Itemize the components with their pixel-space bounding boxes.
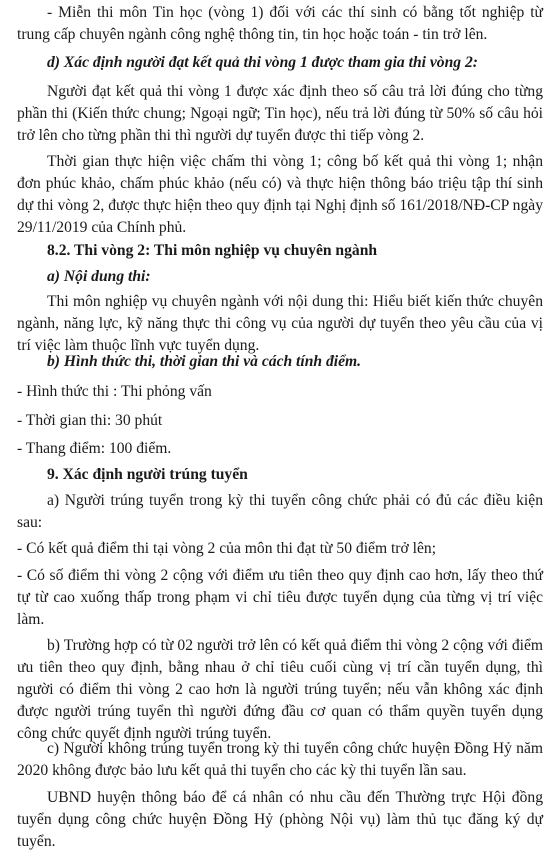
paragraph-tie-break: b) Trường hợp có từ 02 người trở lên có kết quả điểm thi vòng 2 cộng với điểm ưu tiên theo quy định, bằng nhau ở chỉ tiêu cuối cùng vị trí cần tuyển dụng, thì người có điểm thi vòng 2 cao hơn là người trúng tuyển; nếu vẫn không xác định được người trúng tuyển thì người đứng đầu cơ quan có thẩm quyền tuyển dụng công chức quyết định người trúng tuyển. (17, 637, 543, 742)
heading-round2: 8.2. Thi vòng 2: Thi môn nghiệp vụ chuyên ngành (47, 242, 378, 259)
paragraph-exemption-it: - Miễn thi môn Tin học (vòng 1) đối với các thí sinh có bằng tốt nghiệp từ trung cấp chuyên ngành công nghệ thông tin, tin học hoặc toán - tin trở lên. (17, 4, 543, 43)
list-item-score-threshold: - Có kết quả điểm thi tại vòng 2 của môn thi đạt từ 50 điểm trở lên; (17, 540, 437, 557)
list-item-exam-duration: - Thời gian thi: 30 phút (17, 412, 163, 429)
heading-round1-criteria: d) Xác định người đạt kết quả thi vòng 1 được tham gia thi vòng 2: (47, 54, 478, 71)
paragraph-round1-pass-rule: Người đạt kết quả thi vòng 1 được xác định theo số câu trả lời đúng cho từng phần thi (Kiến thức chung; Ngoại ngữ; Tin học), nếu trả lời đúng từ 50% số câu hỏi trở lên cho từng phần thi thì người dự tuyển được thi tiếp vòng 2. (17, 83, 543, 144)
list-item-exam-format: - Hình thức thi : Thi phỏng vấn (17, 383, 212, 400)
paragraph-round1-schedule: Thời gian thực hiện việc chấm thi vòng 1; công bố kết quả thi vòng 1; nhận đơn phúc khảo, chấm phúc khảo (nếu có) và thực hiện thông báo triệu tập thí sinh dự thi vòng 2, được thực hiện theo quy định tại Nghị định số 161/2018/NĐ-CP ngày 29/11/2019 của Chính phủ. (17, 153, 543, 236)
paragraph-exam-content: Thi môn nghiệp vụ chuyên ngành với nội dung thi: Hiểu biết kiến thức chuyên ngành, năng lực, kỹ năng thực thi công vụ của người dự tuyển theo yêu cầu của vị trí việc làm thuộc lĩnh vực tuyển dụng. (17, 293, 543, 354)
heading-exam-content: a) Nội dung thi: (47, 268, 151, 285)
paragraph-announcement: UBND huyện thông báo để cá nhân có nhu cầu đến Thường trực Hội đồng tuyển dụng công chức huyện Đồng Hỷ (phòng Nội vụ) làm thủ tục đăng ký dự tuyển. (17, 789, 543, 850)
paragraph-winner-conditions: a) Người trúng tuyển trong kỳ thi tuyển công chức phải có đủ các điều kiện sau: (17, 492, 543, 531)
paragraph-no-carryover: c) Người không trúng tuyển trong kỳ thi tuyển công chức huyện Đồng Hỷ năm 2020 không được bảo lưu kết quả thi tuyển cho các kỳ thi tuyển lần sau. (17, 740, 543, 779)
list-item-score-scale: - Thang điểm: 100 điểm. (17, 440, 172, 457)
list-item-ranking: - Có số điểm thi vòng 2 cộng với điểm ưu tiên theo quy định cao hơn, lấy theo thứ tự từ cao xuống thấp trong phạm vi chỉ tiêu được tuyển dụng của từng vị trí việc làm. (17, 567, 543, 628)
heading-exam-format: b) Hình thức thi, thời gian thi và cách tính điểm. (47, 353, 362, 370)
heading-winner-determination: 9. Xác định người trúng tuyển (47, 466, 248, 483)
